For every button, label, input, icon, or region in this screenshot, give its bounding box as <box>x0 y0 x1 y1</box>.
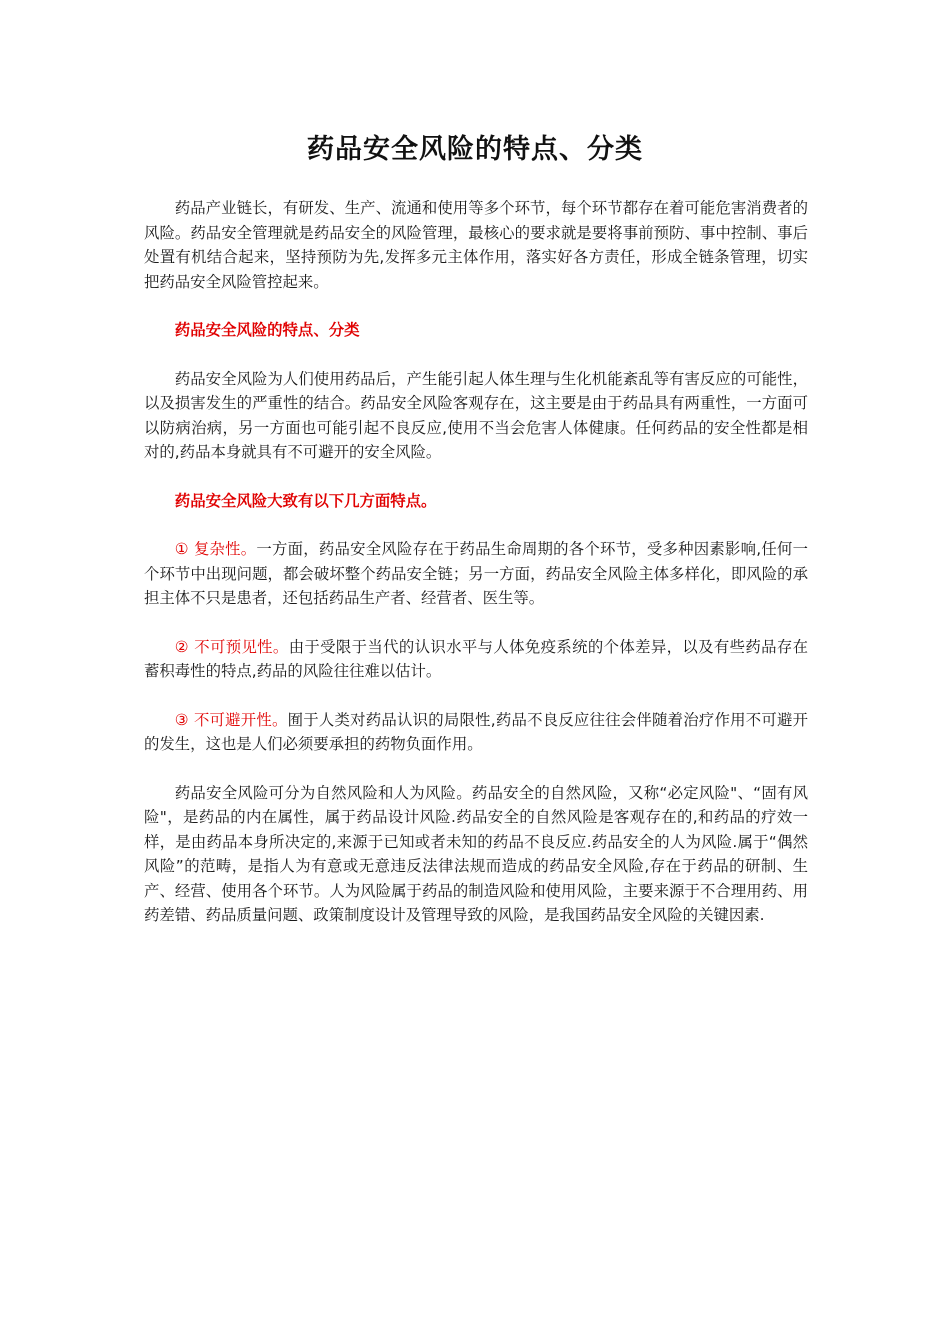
point-text: 囿于人类对药品认识的局限性,药品不良反应往往会伴随着治疗作用不可避开的发生，这也是人们必须要承担的药物负面作用。 <box>144 710 808 753</box>
point-text: 由于受限于当代的认识水平与人体免疫系统的个体差异，以及有些药品存在蓄积毒性的特点,药品的风险往往难以估计。 <box>144 637 808 680</box>
point-complexity <box>144 537 808 611</box>
document-title: 药品安全风险的特点、分类 <box>307 134 643 165</box>
point-unavoidability <box>144 708 808 757</box>
point-lead: ② 不可预见性。 <box>174 637 289 656</box>
point-lead: ① 复杂性。 <box>174 540 257 558</box>
point-unpredictability <box>144 635 808 684</box>
definition-paragraph: 药品安全风险为人们使用药品后，产生能引起人体生理与生化机能紊乱等有害反应的可能性，以及损害发生的严重性的结合。药品安全风险客观存在，这主要是由于药品具有两重性，一方面可以防病治病，另一方面也可能引起不良反应,使用不当会危害人体健康。任何药品的安全性都是相对的,药品本身就具有不可避开的安全风险。 <box>144 369 808 461</box>
point-text: 一方面，药品安全风险存在于药品生命周期的各个环节，受多种因素影响,任何一个环节中出现问题，都会破坏整个药品安全链；另一方面，药品安全风险主体多样化，即风险的承担主体不只是患者，还包括药品生产者、经营者、医生等。 <box>144 540 808 607</box>
intro-paragraph: 药品产业链长，有研发、生产、流通和使用等多个环节，每个环节都存在着可能危害消费者的风险。药品安全管理就是药品安全的风险管理，最核心的要求就是要将事前预防、事中控制、事后处置有机结合起来，坚持预防为先,发挥多元主体作用，落实好各方责任，形成全链条管理，切实把药品安全风险管控起来。 <box>144 199 808 291</box>
document-body <box>144 196 808 952</box>
section-heading-features-categories: 药品安全风险的特点、分类 <box>174 321 360 339</box>
section-heading-features: 药品安全风险大致有以下几方面特点。 <box>174 491 437 510</box>
point-lead: ③ 不可避开性。 <box>174 710 288 729</box>
classification-paragraph: 药品安全风险可分为自然风险和人为风险。药品安全的自然风险，又称“必定风险"、“固有风险"，是药品的内在属性，属于药品设计风险.药品安全的自然风险是客观存在的,和药品的疗效一样，是由药品本身所决定的,来源于已知或者未知的药品不良反应.药品安全的人为风险.属于“偶然风险”的范畴，是指人为有意或无意违反法律法规而造成的药品安全风险,存在于药品的研制、生产、经营、使用各个环节。人为风险属于药品的制造风险和使用风险，主要来源于不合理用药、用药差错、药品质量问题、政策制度设计及管理导致的风险，是我国药品安全风险的关键因素. <box>144 783 808 924</box>
